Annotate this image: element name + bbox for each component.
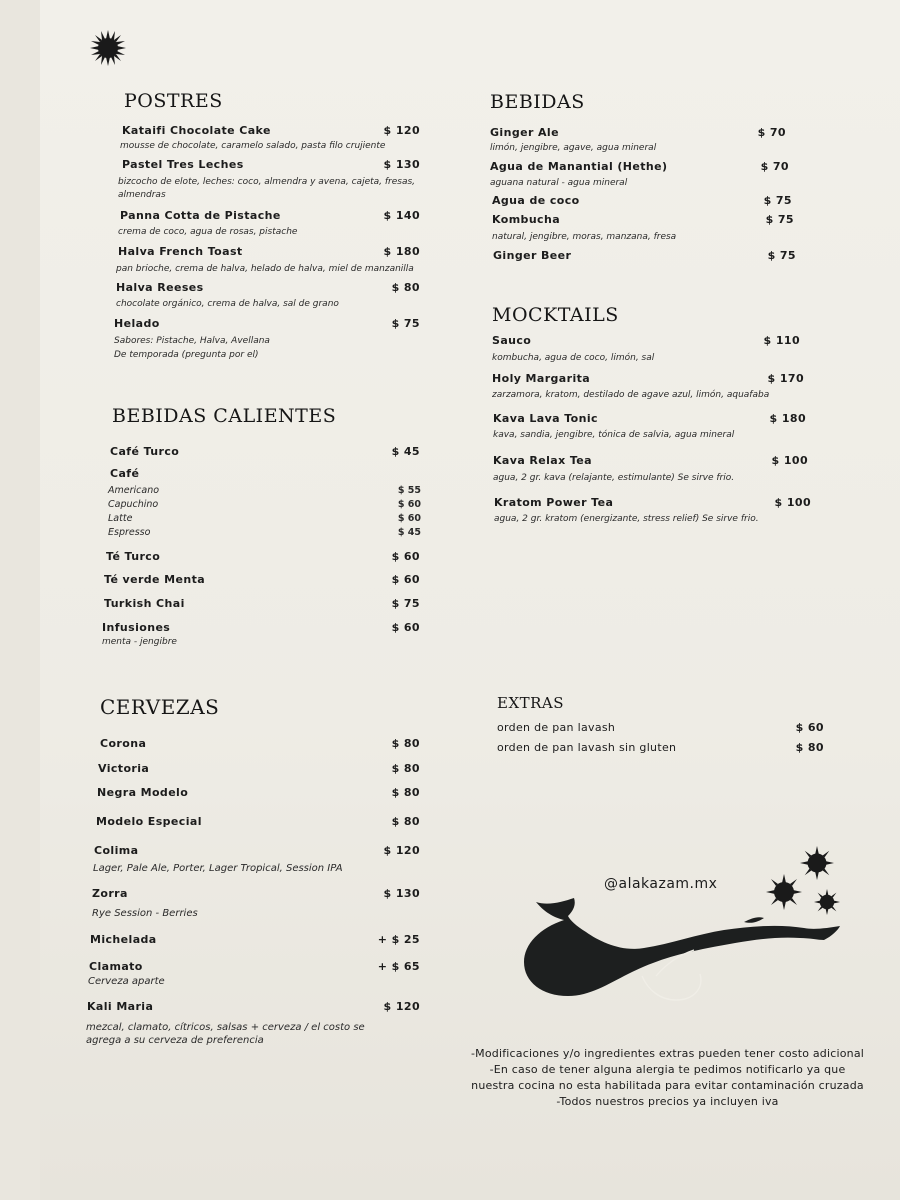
item-price: $ 60 [391,573,420,586]
item-description: bizcocho de elote, leches: coco, almendra y avena, cajeta, fresas, almendras [118,177,416,200]
sub-item-name: Capuchino [108,499,159,510]
menu-item [100,737,420,750]
sun-burst-icon [800,846,834,880]
item-name: Corona [100,737,147,750]
section-title-postres: POSTRES [124,90,223,112]
item-price: $ 80 [391,786,420,799]
menu-item [120,209,420,222]
item-description: Sabores: Pistache, Halva, Avellana [114,336,270,346]
item-name: Agua de Manantial (Hethe) [490,160,668,173]
item-price: $ 120 [383,844,420,857]
item-price: + $ 65 [377,960,420,973]
item-description: natural, jengibre, moras, manzana, fresa [492,232,677,242]
menu-item [110,467,420,480]
menu-item [492,213,794,226]
section-title-bebidas: BEBIDAS [490,91,585,113]
menu-item [104,597,420,610]
item-name: Café Turco [110,445,180,458]
item-description: zarzamora, kratom, destilado de agave azul, limón, aquafaba [492,390,770,400]
item-description: agua, 2 gr. kratom (energizante, stress relief) Se sirve frio. [494,514,759,524]
item-name: Agua de coco [492,194,580,207]
item-name: Panna Cotta de Pistache [120,209,281,222]
item-name: Turkish Chai [104,597,185,610]
menu-item [494,496,811,509]
item-price: $ 100 [771,454,808,467]
sub-item-price: $ 45 [397,527,421,538]
item-description: aguana natural - agua mineral [490,178,628,188]
item-price: $ 75 [391,317,420,330]
item-name: Ginger Beer [493,249,572,262]
item-price: $ 110 [763,334,800,347]
item-name: Victoria [98,762,150,775]
menu-item [122,124,420,137]
menu-item [96,815,420,828]
item-name: Modelo Especial [96,815,202,828]
menu-item [490,126,786,139]
menu-item [94,844,420,857]
item-name: Clamato [89,960,143,973]
item-name: Negra Modelo [97,786,189,799]
menu-item [97,786,420,799]
menu-item [493,249,796,262]
item-description: agua, 2 gr. kava (relajante, estimulante) Se sirve frio. [493,473,735,483]
whale-illustration [518,892,842,1012]
item-description: De temporada (pregunta por el) [114,350,259,360]
note-line: -Todos nuestros precios ya incluyen iva [556,1095,779,1108]
item-price: $ 100 [774,496,811,509]
item-price: $ 80 [391,762,420,775]
menu-item [114,317,420,330]
item-name: Kratom Power Tea [494,496,614,509]
item-description: menta - jengibre [102,637,177,647]
menu-item [122,158,420,171]
sub-item-name: Americano [108,485,160,496]
item-price: $ 170 [767,372,804,385]
item-description: kombucha, agua de coco, limón, sal [492,353,655,363]
menu-item [106,550,420,563]
item-name: Té verde Menta [104,573,206,586]
item-description: mousse de chocolate, caramelo salado, pasta filo crujiente [120,141,386,151]
item-price: $ 80 [391,737,420,750]
menu-item [493,454,808,467]
sub-item [108,499,421,510]
social-handle: @alakazam.mx [604,876,718,892]
menu-notes [455,1046,880,1110]
item-price: $ 80 [795,741,824,754]
item-name: Halva Reeses [116,281,204,294]
item-price: $ 120 [383,124,420,137]
menu-item [492,334,800,347]
item-price: $ 130 [383,887,420,900]
item-description: limón, jengibre, agave, agua mineral [490,143,657,153]
item-name: Pastel Tres Leches [122,158,244,171]
sub-item [108,485,421,496]
item-price: $ 45 [391,445,420,458]
sub-item-price: $ 55 [397,485,421,496]
item-name: Café [110,467,140,480]
item-price: $ 120 [383,1000,420,1013]
menu-item [497,741,824,754]
menu-item [104,573,420,586]
item-price: $ 60 [795,721,824,734]
section-title-bebidas-calientes: BEBIDAS CALIENTES [112,405,337,427]
item-price: $ 80 [391,815,420,828]
item-price: $ 80 [391,281,420,294]
sub-item-price: $ 60 [397,499,421,510]
note-line: -Modificaciones y/o ingredientes extras pueden tener costo adicional [470,1047,865,1060]
sub-item-name: Espresso [108,527,151,538]
sub-item-name: Latte [108,513,133,524]
item-name: Kava Relax Tea [493,454,592,467]
item-name: Kombucha [492,213,561,226]
item-name: Ginger Ale [490,126,559,139]
menu-item [110,445,420,458]
item-price: $ 140 [383,209,420,222]
sub-item [108,527,421,538]
item-price: $ 70 [760,160,789,173]
item-price: $ 180 [769,412,806,425]
item-name: Kava Lava Tonic [493,412,598,425]
item-price: $ 70 [757,126,786,139]
item-name: Infusiones [102,621,171,634]
menu-item [490,160,789,173]
menu-item [492,194,792,207]
item-name: Colima [94,844,139,857]
item-description: kava, sandia, jengibre, tónica de salvia, agua mineral [493,430,735,440]
item-description: chocolate orgánico, crema de halva, sal de grano [116,299,339,309]
section-title-extras: EXTRAS [497,694,565,712]
item-name: Holy Margarita [492,372,591,385]
menu-item [89,960,420,973]
menu-item [102,621,420,634]
item-price: $ 180 [383,245,420,258]
item-price: $ 130 [383,158,420,171]
menu-item [92,887,420,900]
item-price: $ 75 [391,597,420,610]
menu-item [492,372,804,385]
item-name: Helado [114,317,160,330]
note-line: -En caso de tener alguna alergia te pedimos notificarlo ya que [489,1063,846,1076]
menu-item [116,281,420,294]
item-name: orden de pan lavash [497,721,616,734]
item-price: $ 75 [765,213,794,226]
item-price: $ 75 [763,194,792,207]
sun-burst-icon [90,30,126,66]
menu-item [90,933,420,946]
item-name: Halva French Toast [118,245,243,258]
item-price: $ 75 [767,249,796,262]
item-name: orden de pan lavash sin gluten [497,741,677,754]
item-name: Zorra [92,887,128,900]
menu-item [98,762,420,775]
item-description: Rye Session - Berries [92,908,198,919]
item-price: + $ 25 [377,933,420,946]
item-description: pan brioche, crema de halva, helado de halva, miel de manzanilla [116,264,414,274]
sub-item-price: $ 60 [397,513,421,524]
menu-item [493,412,806,425]
item-description: crema de coco, agua de rosas, pistache [118,227,298,237]
menu-item [87,1000,420,1013]
menu-item [118,245,420,258]
item-price: $ 60 [391,550,420,563]
item-price: $ 60 [391,621,420,634]
item-name: Sauco [492,334,532,347]
item-name: Michelada [90,933,157,946]
menu-item [497,721,824,734]
section-title-mocktails: MOCKTAILS [492,304,619,326]
sub-item [108,513,421,524]
item-description: Lager, Pale Ale, Porter, Lager Tropical, Session IPA [93,863,343,874]
section-title-cervezas: CERVEZAS [100,695,220,719]
item-description: mezcal, clamato, cítricos, salsas + cerveza / el costo se agrega a su cerveza de preferencia [86,1022,365,1046]
item-name: Kali Maria [87,1000,154,1013]
item-description: Cerveza aparte [88,976,165,987]
item-name: Kataifi Chocolate Cake [122,124,271,137]
item-name: Té Turco [106,550,161,563]
note-line: nuestra cocina no esta habilitada para evitar contaminación cruzada [471,1079,864,1092]
